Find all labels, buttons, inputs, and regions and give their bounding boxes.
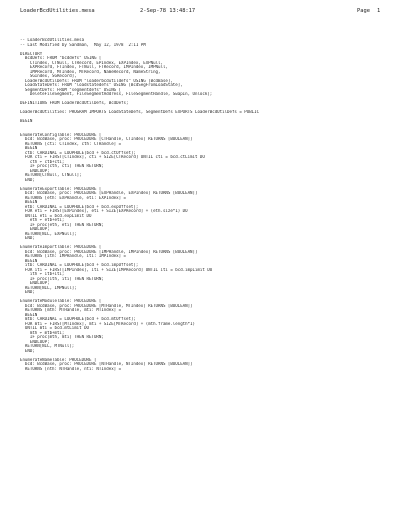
code-line: bcd: BcdBase, proc: PROCEDURE [EXPHandle, EXPIndex] RETURNS [BOOLEAN]] bbox=[20, 191, 198, 195]
code-line: RETURNS [eth: EXPHandle, eti: EXPIndex] = bbox=[20, 195, 126, 200]
code-line: UNTIL eti = bcd.expLimit DO bbox=[20, 213, 92, 218]
code-line: mth ← mtb+mti; bbox=[20, 330, 65, 335]
code-line: -- Last Modified by Sandman, May 12, 1978 2:11 PM bbox=[20, 42, 146, 47]
code-line: END; bbox=[20, 177, 35, 182]
code-line: FOR cti ← FIRST[CTIndex], cti + SIZE[CTRecord] UNTIL cti = bcd.ctLimit DO bbox=[20, 155, 205, 159]
code-line: EnumerateNameTable: PROCEDURE [ bbox=[20, 357, 97, 362]
code-line: ENDLOOP; bbox=[20, 227, 50, 231]
code-line: END; bbox=[20, 236, 35, 240]
code-line: EnumerateImportTable: PROCEDURE [ bbox=[20, 245, 102, 249]
code-line: ith ← itb+iti; bbox=[20, 272, 65, 276]
code-line: EXPRecord, FTIndex, FTNull, FTRecord, IMPIndex, IMPNull, bbox=[20, 65, 168, 69]
code-line: DIRECTORY bbox=[20, 51, 43, 56]
code-line: SegmentDefs: FROM "segmentdefs" USING [ bbox=[20, 87, 122, 92]
code-line: CTIndex, CTNull, CTRecord, EPIndex, EXPIndex, EXPNull, bbox=[20, 60, 163, 65]
code-line: FOR mti ← FIRST[MTIndex], mti + SIZE[MTRecord] + (mth.frame.length*1) bbox=[20, 321, 195, 326]
code-line: ctb: CARDINAL = LOOPHOLE[bcd + bcd.ctOffset]; bbox=[20, 150, 136, 155]
code-line: EnumerateExportTable: PROCEDURE [ bbox=[20, 186, 102, 191]
code-line: END; bbox=[20, 348, 35, 353]
code-line: mtb: CARDINAL = LOOPHOLE[bcd + bcd.mtOffset]; bbox=[20, 317, 136, 321]
header-page-number: 1 bbox=[377, 8, 381, 14]
code-line: UNTIL mti = bcd.mtLimit DO bbox=[20, 326, 90, 330]
code-line: IF proc[mth, mti] THEN RETURN; bbox=[20, 335, 104, 339]
header-filename: LoaderBcdUtilities.mesa bbox=[20, 8, 95, 14]
code-line: SGIndex, SGRecord], bbox=[20, 74, 77, 78]
code-line: RETURNS [ith: IMPHandle, iti: IMPIndex] = bbox=[20, 254, 126, 258]
code-line: BEGIN bbox=[20, 146, 38, 150]
code-line: IF proc[ith, iti] THEN RETURN; bbox=[20, 276, 104, 281]
code-line: IMPRecord, MTIndex, MTRecord, NameRecord, NameString, bbox=[20, 69, 161, 74]
code-line: BcdDefs: FROM "bcddefs" USING [ bbox=[20, 56, 102, 60]
code-line: bcd: BcdBase, proc: PROCEDURE [NTHandle, NTIndex] RETURNS [BOOLEAN]] bbox=[20, 362, 193, 366]
code-line: bcd: BcdBase, proc: PROCEDURE [CTHandle, CTIndex] RETURNS [BOOLEAN]] bbox=[20, 137, 193, 141]
code-line: BEGIN bbox=[20, 200, 38, 204]
source-code-listing bbox=[20, 38, 390, 371]
code-line: RETURN[NIL, MTNull]; bbox=[20, 344, 75, 348]
header-datetime: 2-Sep-78 13:48:17 bbox=[140, 8, 196, 14]
code-line: LoaderBcdUtilDefs: FROM "loaderbcdutildefs" USING [BcdBase], bbox=[20, 78, 173, 83]
code-line: RETURNS [mth: MTHandle, mti: MTIndex] = bbox=[20, 308, 122, 312]
code-line: DeleteFileSegment, FileSegmentAddress, FileSegmentHandle, SwapIn, Unlock]; bbox=[20, 92, 213, 96]
code-line: RETURN[NIL, EXPNull]; bbox=[20, 231, 77, 236]
code-line: FOR eti ← FIRST[EXPIndex], eti + SIZE[EXPRecord] + (eth.size*1) DO bbox=[20, 209, 188, 213]
code-line: etb: CARDINAL = LOOPHOLE[bcd + bcd.expOffset]; bbox=[20, 204, 139, 209]
header-page-label: Page bbox=[357, 8, 370, 14]
code-line: BEGIN bbox=[20, 312, 38, 317]
code-line: EnumerateModuleTable: PROCEDURE [ bbox=[20, 299, 102, 303]
code-line: ENDLOOP; bbox=[20, 339, 50, 344]
code-line: BEGIN bbox=[20, 258, 38, 263]
code-line: RETURN[NIL, IMPNull]; bbox=[20, 285, 77, 290]
code-line: ENDLOOP; bbox=[20, 281, 50, 285]
code-line: bcd: BcdBase, proc: PROCEDURE [MTHandle, MTIndex] RETURNS [BOOLEAN]] bbox=[20, 303, 193, 308]
code-line: RETURN[CTNull, CTNull]; bbox=[20, 173, 82, 177]
code-line: IF proc[eth, eti] THEN RETURN; bbox=[20, 222, 104, 227]
code-line: LoaderBcdUtilities: PROGRAM IMPORTS LoadStateDefs, SegmentDefs EXPORTS LoaderBcdUtilDefs = PUBLIC bbox=[20, 110, 260, 114]
code-line: ENDLOOP; bbox=[20, 168, 50, 173]
code-line: DEFINITIONS FROM LoaderBcdUtilDefs, BcdDefs; bbox=[20, 101, 129, 105]
code-line: eth ← etb+eti; bbox=[20, 218, 65, 222]
code-line: -- LoaderBcdUtilities.mesa bbox=[20, 38, 85, 42]
code-line: BEGIN bbox=[20, 119, 33, 123]
code-line: FOR iti ← FIRST[IMPIndex], iti + SIZE[IMPRecord] UNTIL iti = bcd.impLimit DO bbox=[20, 267, 213, 272]
code-line: bcd: BcdBase, proc: PROCEDURE [IMPHandle, IMPIndex] RETURNS [BOOLEAN]] bbox=[20, 249, 198, 254]
code-line: RETURNS [cti: CTIndex, cth: CTHandle] = bbox=[20, 141, 122, 146]
code-line: END; bbox=[20, 290, 35, 294]
code-line: RETURNS [nth: NTHandle, nti: NTIndex] = bbox=[20, 366, 122, 371]
code-line: EnumerateConfigTable: PROCEDURE [ bbox=[20, 132, 102, 137]
code-line: itb: CARDINAL = LOOPHOLE[bcd + bcd.impOffset]; bbox=[20, 263, 139, 267]
code-line: cth ← ctb+cti; bbox=[20, 159, 65, 164]
code-line: LoadStateDefs: FROM "loadstatedefs" USING [BcdSegFromLoadState], bbox=[20, 83, 183, 87]
code-line: IF proc[cth, cti] THEN RETURN; bbox=[20, 164, 104, 168]
